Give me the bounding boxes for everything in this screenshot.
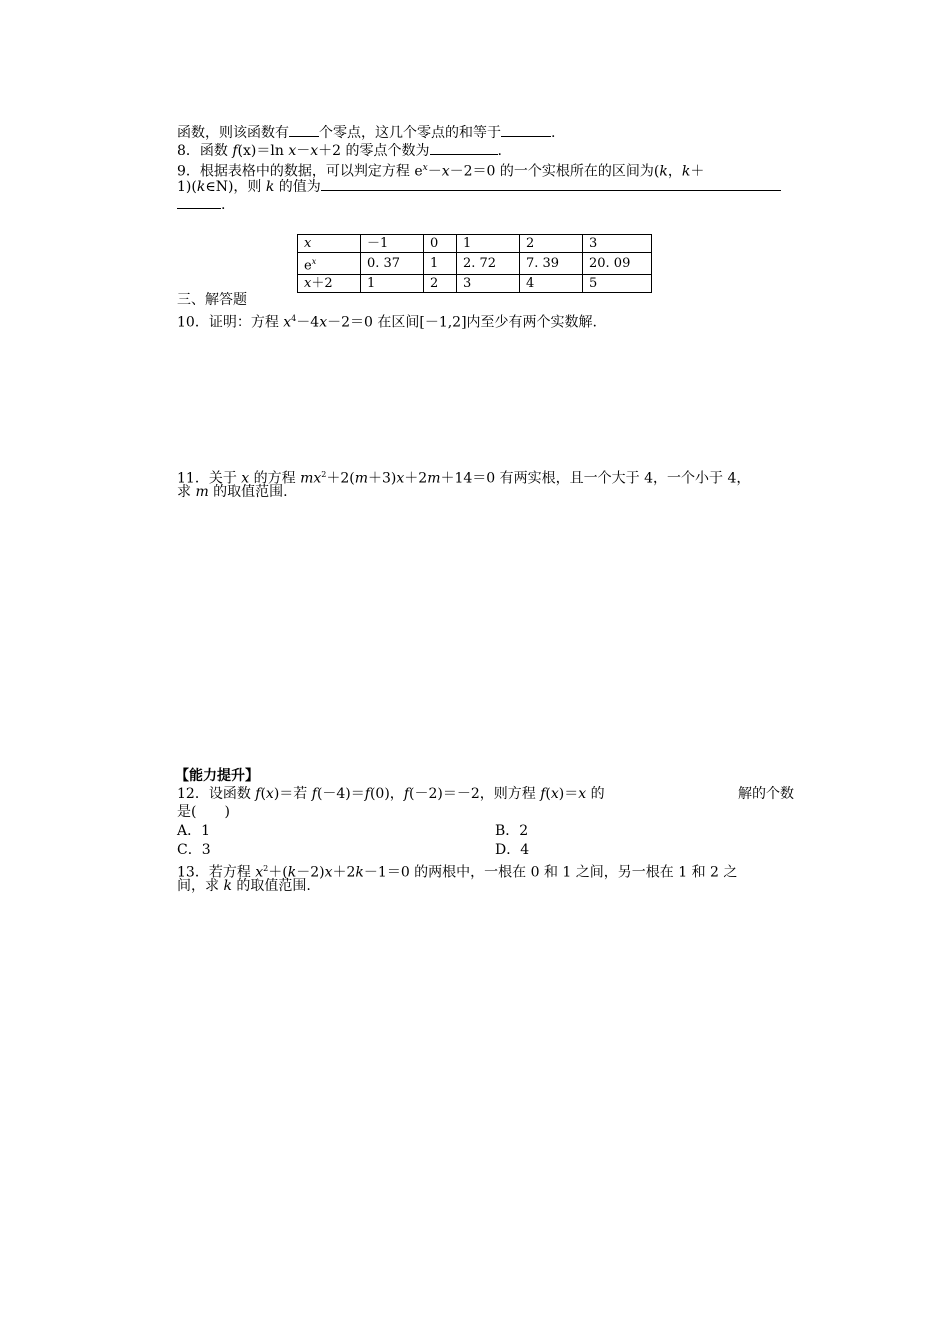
- table-cell: x＋2: [298, 275, 361, 293]
- q9-var: x: [441, 163, 450, 180]
- q12-tail: 解的个数: [738, 786, 794, 802]
- choice-c[interactable]: C．3: [177, 842, 211, 858]
- table-cell: 3: [583, 235, 652, 253]
- question-11-line-1: 11．关于 x 的方程 $mx^2+2(m+3)x+2m+14=0$ 有两实根，且一个大于 4，一个小于 4，: [177, 470, 751, 487]
- q9-k: k: [196, 179, 206, 195]
- q10-text: －2＝0 在区间[－1,2]内至少有两个实数解.: [327, 314, 597, 331]
- q9-sup: x: [422, 163, 428, 173]
- question-13-line-2: 间，求 k 的取值范围.: [177, 878, 311, 894]
- table-cell: 20. 09: [583, 253, 652, 275]
- section-heading: 三、解答题: [177, 292, 247, 308]
- table-cell: －1: [361, 235, 424, 253]
- question-12-line-1: 12．设函数 f(x)＝若 f(－4)＝f(0)，f(－2)＝－2，则方程 f(x)＝x 的: [177, 786, 605, 802]
- table-cell: 5: [583, 275, 652, 293]
- value-table: [297, 234, 652, 293]
- q8-text: －: [296, 143, 311, 159]
- table-cell: 0: [424, 235, 457, 253]
- q8-text: ＋2 的零点个数为: [318, 143, 430, 159]
- question-8: [177, 142, 502, 160]
- q10-text: －4: [296, 314, 320, 331]
- q9-text: 的值为: [274, 179, 321, 195]
- table-row: [298, 253, 652, 275]
- q9-end: .: [221, 197, 226, 213]
- question-10: [177, 310, 597, 332]
- table-cell: 2: [520, 235, 583, 253]
- table-cell: x: [298, 235, 361, 253]
- q8-f: f: [232, 143, 238, 159]
- table-cell: 2: [424, 275, 457, 293]
- answer-blank[interactable]: [501, 124, 551, 137]
- table-cell: 4: [520, 275, 583, 293]
- table-row: [298, 275, 652, 293]
- q9-text: －2＝0 的一个实根所在的区间为(: [449, 163, 660, 180]
- table-cell: 1: [424, 253, 457, 275]
- question-13-line-1: 13．若方程 $x^2+(k-2)x+2k-1=0$ 的两根中，一根在 0 和 1 之间，另一根在 1 和 2 之: [177, 864, 738, 881]
- question-12-line-2: 是( ): [177, 804, 230, 820]
- answer-blank[interactable]: [177, 196, 221, 209]
- choice-d[interactable]: D．4: [495, 842, 530, 858]
- q8-var: x: [310, 143, 319, 159]
- table-cell: $e^x$: [298, 253, 361, 275]
- q8-x: (x): [237, 143, 257, 159]
- table-cell: 0. 37: [361, 253, 424, 275]
- q10-var: x: [283, 314, 292, 331]
- q9-k: k: [659, 163, 668, 180]
- choice-a[interactable]: A．1: [177, 823, 211, 839]
- ability-heading: 【能力提升】: [175, 768, 259, 784]
- q9-text: －: [427, 163, 442, 180]
- q8-end: .: [497, 143, 502, 159]
- q7-tail: [177, 124, 555, 142]
- question-9-line-3: [177, 196, 225, 214]
- q8-var: x: [288, 143, 297, 159]
- q10-var: x: [319, 314, 328, 331]
- table-cell: 7. 39: [520, 253, 583, 275]
- answer-blank[interactable]: [430, 142, 498, 155]
- table-cell: 1: [457, 235, 520, 253]
- question-11-line-2: 求 m 的取值范围.: [177, 484, 288, 500]
- q9-text: ∈N)，则: [205, 179, 266, 195]
- q9-text: ，: [667, 163, 682, 180]
- q9-text: 9．根据表格中的数据，可以判定方程 e: [177, 163, 423, 180]
- table-cell: 3: [457, 275, 520, 293]
- table-cell: 1: [361, 275, 424, 293]
- q9-text: 1)(: [177, 179, 197, 195]
- answer-blank[interactable]: [321, 178, 781, 191]
- table-cell: 2. 72: [457, 253, 520, 275]
- q10-sup: 4: [291, 314, 297, 323]
- choice-b[interactable]: B．2: [495, 823, 529, 839]
- q7-text-3: .: [551, 125, 556, 141]
- answer-blank[interactable]: [289, 124, 319, 137]
- q8-number: 8．函数: [177, 143, 233, 159]
- q7-text-1: 函数，则该函数有: [177, 125, 289, 141]
- table-row: [298, 235, 652, 253]
- q7-text-2: 个零点，这几个零点的和等于: [319, 125, 501, 141]
- q8-text: ＝ln: [256, 143, 289, 159]
- q9-k: k: [265, 179, 275, 195]
- q9-k: k: [681, 163, 691, 180]
- q9-text: ＋: [690, 163, 705, 180]
- question-9-line-2: [177, 178, 781, 196]
- q10-text: 10．证明：方程: [177, 314, 284, 331]
